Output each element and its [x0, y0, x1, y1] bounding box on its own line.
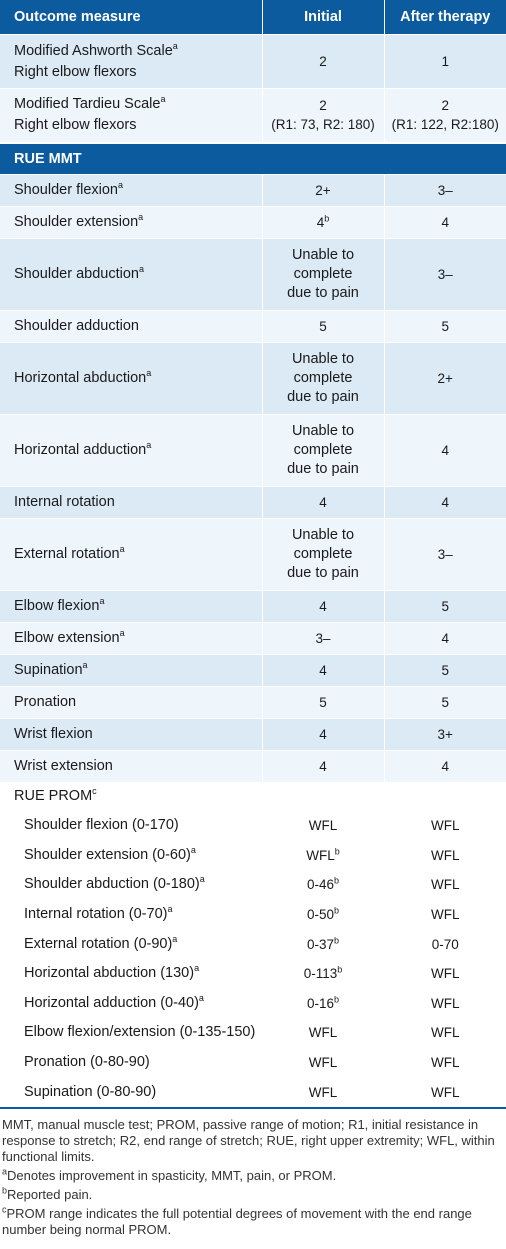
after-value: 1: [384, 35, 506, 89]
row-label-text: Elbow flexion/extension (0-135-150): [24, 1024, 256, 1041]
footnote-mark: b: [324, 213, 330, 223]
row-label: [0, 841, 262, 871]
row-label-text: Horizontal adduction (0-40): [24, 994, 199, 1011]
initial-value-text: 4: [319, 726, 327, 742]
row-label-text: Wrist flexion: [14, 725, 93, 742]
after-value: 4: [384, 414, 506, 486]
footnote-text: Denotes improvement in spasticity, MMT, pain, or PROM.: [7, 1167, 337, 1183]
row-label: [0, 518, 262, 590]
table-row: [0, 89, 506, 143]
footnote-text: Reported pain.: [7, 1186, 93, 1202]
initial-value: [262, 900, 384, 930]
initial-value-text: 0-113: [303, 966, 338, 982]
row-label-line1: Modified Tardieu Scale: [14, 96, 161, 113]
table-row: [0, 1018, 506, 1048]
row-label: [0, 35, 262, 89]
initial-value-text: 2+: [315, 182, 331, 198]
initial-value-text: WFL: [308, 1025, 338, 1041]
footnote-mark: a: [82, 659, 88, 670]
row-label: [0, 414, 262, 486]
footnote-mark: a: [172, 40, 178, 51]
initial-value: [262, 342, 384, 414]
header-initial: Initial: [262, 0, 384, 35]
footnote-mark: a: [199, 874, 205, 885]
header-after-therapy: After therapy: [384, 0, 506, 35]
initial-value-text: 0-50: [306, 907, 334, 923]
table-row: [0, 686, 506, 718]
initial-value-text: WFL: [308, 1084, 338, 1100]
row-label-text: Elbow flexion: [14, 597, 100, 614]
row-label: [0, 89, 262, 143]
footnote-mark: a: [119, 543, 125, 554]
after-value: 5: [384, 590, 506, 622]
row-label-text: Wrist extension: [14, 757, 113, 774]
row-label: [0, 238, 262, 310]
row-label: [0, 486, 262, 518]
footnote-mark: a: [172, 933, 178, 944]
initial-value: [262, 686, 384, 718]
after-value: WFL: [384, 900, 506, 930]
after-value: 3–: [384, 518, 506, 590]
initial-value: [262, 518, 384, 590]
section-title: RUE MMT: [0, 143, 506, 175]
table-row: [0, 590, 506, 622]
row-label-line2: Right elbow flexors: [14, 117, 137, 134]
row-label-text: Shoulder extension: [14, 213, 139, 230]
table-row: [0, 174, 506, 206]
after-value: WFL: [384, 870, 506, 900]
after-value: 4: [384, 486, 506, 518]
table-row: [0, 414, 506, 486]
table-row: [0, 959, 506, 989]
initial-value-text: 0-37: [306, 936, 334, 952]
initial-value-line1: 2: [319, 98, 327, 114]
initial-value-text: WFL: [308, 818, 338, 834]
section-header-rue-mmt: [0, 143, 506, 175]
initial-value: [262, 718, 384, 750]
row-label: [0, 989, 262, 1019]
table-row: [0, 1077, 506, 1107]
footnote-mark: b: [337, 964, 343, 975]
footnote-mark: a: [167, 904, 173, 915]
after-value: 3–: [384, 238, 506, 310]
footnote-mark: a: [99, 595, 105, 606]
table-row: [0, 900, 506, 930]
initial-value: [262, 989, 384, 1019]
initial-value: [262, 841, 384, 871]
initial-value-text: 4: [319, 758, 327, 774]
row-label-text: External rotation (0-90): [24, 935, 173, 952]
footnote-mark: b: [2, 1185, 8, 1196]
footnote-abbreviations: MMT, manual muscle test; PROM, passive range of motion; R1, initial resistance in response to stretch; R2, end range of stretch; RUE, right upper extremity; WFL, within functional limits.: [2, 1116, 495, 1164]
row-label-text: Pronation: [14, 693, 77, 710]
row-label: [0, 870, 262, 900]
after-value: 4: [384, 622, 506, 654]
row-label-text: Pronation (0-80-90): [24, 1054, 150, 1071]
after-value: 5: [384, 310, 506, 342]
spasticity-section: [0, 35, 506, 175]
after-value: WFL: [384, 989, 506, 1019]
row-label: [0, 206, 262, 238]
table-row: [0, 929, 506, 959]
initial-value: [262, 750, 384, 782]
row-label-text: Horizontal adduction: [14, 441, 147, 458]
footnote-mark: c: [2, 1204, 7, 1215]
initial-value-text: WFL: [306, 847, 335, 863]
table-row: [0, 206, 506, 238]
initial-value: [262, 811, 384, 841]
initial-value-text: 5: [319, 694, 327, 710]
initial-value: [262, 929, 384, 959]
after-value: 5: [384, 654, 506, 686]
footnote-c: [2, 1206, 504, 1238]
footnote-mark: a: [138, 263, 144, 274]
table-row: [0, 654, 506, 686]
initial-value: [262, 1018, 384, 1048]
initial-value-text: 0-16: [306, 995, 334, 1011]
table-row: [0, 35, 506, 89]
row-label: [0, 718, 262, 750]
row-label: [0, 1048, 262, 1078]
initial-value: [262, 206, 384, 238]
initial-value: [262, 310, 384, 342]
initial-value-text: 0-46: [306, 877, 334, 893]
row-label: [0, 590, 262, 622]
row-label-text: External rotation: [14, 545, 120, 562]
row-label: [0, 174, 262, 206]
after-value: 5: [384, 686, 506, 718]
initial-value-text: Unable to complete due to pain: [287, 422, 359, 477]
after-value-line2: (R1: 122, R2:180): [391, 117, 499, 133]
footnote-mark: b: [334, 935, 340, 946]
after-value: WFL: [384, 959, 506, 989]
row-label: [0, 900, 262, 930]
footnote-a: [2, 1168, 504, 1184]
prom-title: [0, 782, 506, 811]
initial-value: [262, 1077, 384, 1107]
initial-value-text: Unable to complete due to pain: [287, 246, 359, 301]
prom-title-section: [0, 782, 506, 811]
table-row: [0, 750, 506, 782]
initial-value: [262, 414, 384, 486]
row-label-text: Horizontal abduction: [14, 369, 147, 386]
row-label: [0, 929, 262, 959]
initial-value: [262, 870, 384, 900]
initial-value: [262, 238, 384, 310]
table-row: [0, 342, 506, 414]
prom-title-row: [0, 782, 506, 811]
after-value: 4: [384, 750, 506, 782]
initial-value-text: 4: [316, 214, 325, 230]
table-row: [0, 486, 506, 518]
initial-value-text: 4: [319, 598, 327, 614]
footnote-mark: a: [118, 179, 124, 190]
row-label-line2: Right elbow flexors: [14, 63, 137, 80]
header-outcome-measure: Outcome measure: [0, 0, 262, 35]
after-value: 2+: [384, 342, 506, 414]
prom-title-text: RUE PROM: [14, 788, 93, 804]
table-row: [0, 841, 506, 871]
row-label-text: Internal rotation (0-70): [24, 906, 168, 923]
initial-value-text: Unable to complete due to pain: [287, 350, 359, 405]
footnote-mark: a: [138, 211, 144, 222]
table-footnotes: [0, 1109, 506, 1238]
initial-value: [262, 622, 384, 654]
footnote-mark: a: [194, 963, 200, 974]
table-row: [0, 238, 506, 310]
row-label-text: Elbow extension: [14, 629, 120, 646]
row-label-text: Supination: [14, 661, 83, 678]
footnote-mark: b: [334, 846, 340, 857]
after-value: WFL: [384, 811, 506, 841]
after-value: WFL: [384, 1077, 506, 1107]
after-value: [384, 89, 506, 143]
initial-value-text: WFL: [308, 1055, 338, 1071]
footnote-mark: a: [2, 1166, 8, 1177]
footnote-mark: b: [334, 994, 340, 1005]
row-label: [0, 622, 262, 654]
row-label-text: Shoulder flexion (0-170): [24, 817, 179, 834]
row-label: [0, 1077, 262, 1107]
initial-value: [262, 89, 384, 143]
row-label: [0, 654, 262, 686]
footnote-b: [2, 1187, 504, 1203]
table-row: [0, 1048, 506, 1078]
row-label-text: Shoulder abduction: [14, 265, 139, 282]
row-label: [0, 750, 262, 782]
footnote-mark: b: [334, 905, 340, 916]
initial-value-line2: (R1: 73, R2: 180): [271, 117, 375, 133]
table-header-row: [0, 0, 506, 35]
footnote-mark: a: [190, 845, 196, 856]
table-row: [0, 518, 506, 590]
after-value: 0-70: [384, 929, 506, 959]
initial-value: [262, 959, 384, 989]
after-value: 3–: [384, 174, 506, 206]
footnote-mark: b: [334, 875, 340, 886]
table-row: [0, 718, 506, 750]
after-value: 3+: [384, 718, 506, 750]
row-label: [0, 959, 262, 989]
footnote-mark: a: [160, 94, 166, 105]
footnote-mark: a: [146, 367, 152, 378]
row-label-text: Internal rotation: [14, 493, 115, 510]
footnote-mark: a: [146, 439, 152, 450]
row-label: [0, 811, 262, 841]
row-label: [0, 686, 262, 718]
table-row: [0, 622, 506, 654]
initial-value-text: Unable to complete due to pain: [287, 526, 359, 581]
footnote-mark: c: [92, 786, 97, 797]
row-label: [0, 342, 262, 414]
row-label-text: Horizontal abduction (130): [24, 965, 195, 982]
initial-value-text: 5: [319, 318, 327, 334]
row-label-text: Shoulder flexion: [14, 181, 118, 198]
initial-value-text: 4: [319, 494, 327, 510]
initial-value: 2: [262, 35, 384, 89]
table-row: [0, 310, 506, 342]
footnote-text: PROM range indicates the full potential degrees of movement with the end range number being normal PROM.: [2, 1205, 472, 1237]
row-label-text: Shoulder extension (0-60): [24, 846, 191, 863]
initial-value: [262, 1048, 384, 1078]
table-row: [0, 870, 506, 900]
row-label-text: Shoulder adduction: [14, 317, 139, 334]
footnote-mark: a: [119, 627, 125, 638]
table-row: [0, 811, 506, 841]
row-label-text: Supination (0-80-90): [24, 1083, 157, 1100]
row-label-line1: Modified Ashworth Scale: [14, 42, 173, 59]
table-row: [0, 989, 506, 1019]
after-value: WFL: [384, 841, 506, 871]
row-label-text: Shoulder abduction (0-180): [24, 876, 200, 893]
mmt-section: [0, 174, 506, 782]
after-value: WFL: [384, 1048, 506, 1078]
initial-value: [262, 174, 384, 206]
initial-value-text: 3–: [315, 630, 331, 646]
row-label: [0, 310, 262, 342]
after-value: 4: [384, 206, 506, 238]
row-label: [0, 1018, 262, 1048]
footnote-mark: a: [198, 993, 204, 1004]
initial-value: [262, 590, 384, 622]
prom-section: [0, 811, 506, 1107]
initial-value-text: 4: [319, 662, 327, 678]
initial-value: [262, 654, 384, 686]
after-value-line1: 2: [441, 98, 449, 114]
after-value: WFL: [384, 1018, 506, 1048]
initial-value: [262, 486, 384, 518]
